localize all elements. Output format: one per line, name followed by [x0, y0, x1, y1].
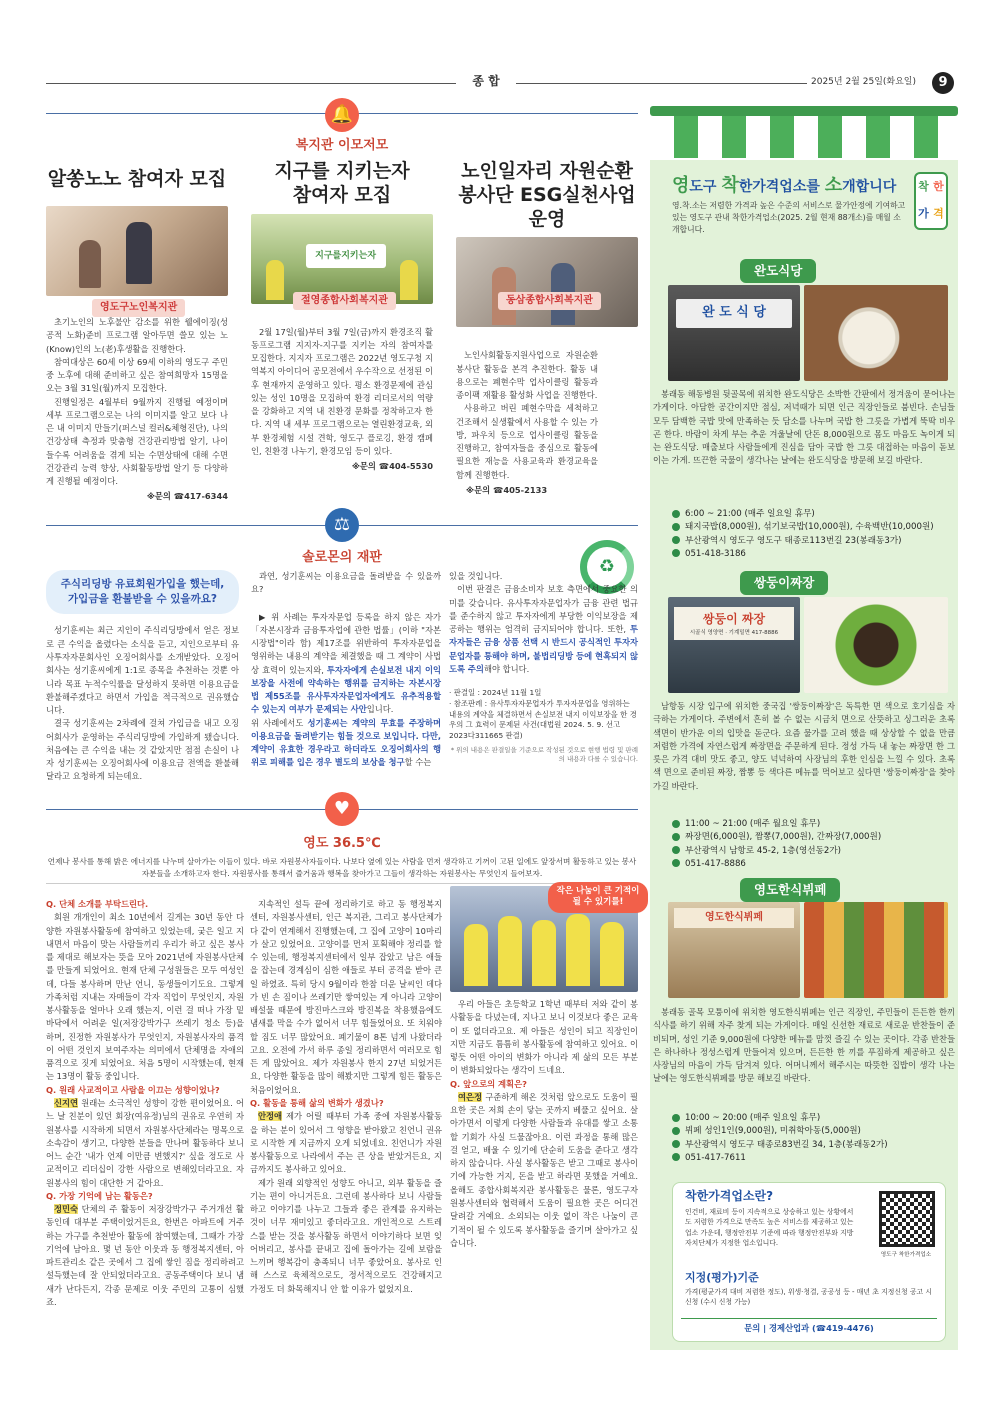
menu-icon: [672, 523, 680, 531]
text-span: 단체의 주 활동이 저장강박가구 주거개선 활동인데 대부분 주택이었거든요, 한번은 아파트에 거주하는 가구를 추천받아 활동에 참여했는데, 그때가 가장 기억에 남아요. 몇 년 동안 이웃과 동 행정복지센터, 아파트관리소 같은 곳에서 그 집에 쌓인 짐을 정리하려고 설득했는데 잘 안되었더라고요. 공동주택이다 보니 냄새가 난다든지, 각종 문제로 이웃 주민의 고통이 심했죠.: [46, 1204, 244, 1307]
article-paragraph: 진행일정은 4월부터 9월까지 진행될 예정이며 세부 프로그램으로는 나의 이미지를 알고 보다 나은 내 이미지 만들기(퍼스널 컬러&체형진단), 나의 건강상태 측정과 맞춤형 건강관리방법 알기, 나이들수록 어려움을 겪게 되는 수면상태에 대해 수면건강관리 능력 향상, 사회활동방법 알기 등 다양하게 진행될 예정이다.: [46, 396, 228, 487]
sidebar-title: [672, 172, 896, 201]
shop-sign: 완 도 식 당: [676, 299, 792, 328]
article-title-line2: 봉사단 ESG실천사업 운영: [458, 183, 636, 230]
text-span: 해야 합니다.: [483, 663, 530, 674]
shop-sign: 영도한식뷔페: [674, 908, 794, 928]
y365-col-1: [46, 898, 244, 1309]
info-text: 짜장면(6,000원), 짬뽕(7,000원), 간짜장(7,000원): [685, 832, 882, 843]
shop-hours: [672, 508, 952, 521]
contact: ※문의 ☎417-6344: [146, 491, 228, 502]
question: Q. 단체 소개를 부탁드린다.: [46, 899, 149, 909]
shop-menu: [672, 831, 952, 844]
speaker-name: 안정애: [258, 1111, 283, 1122]
phone-icon: [672, 549, 680, 557]
title-letter: 소: [824, 175, 843, 196]
reference-box: [449, 688, 638, 765]
shop-hours: [672, 818, 952, 831]
text-span: 원래는 소극적인 성향이 강한 편이었어요. 어느 날 친분이 있던 회장(여유정)님의 권유로 우연히 자원봉사를 시작하게 되면서 자원봉사단체라는 명목으로 소속감이 생기고, 다양한 분들을 만나며 활동하다 보니 어느 순간 '내가 언제 이만큼 변했지?' 싶을 정도로 사교적이고 리더십이 강한 사람으로 변해있더라고요. 자원봉사의 힘이 대단한 거 같아요.: [46, 1097, 245, 1188]
menu-icon: [672, 833, 680, 841]
criteria-text: 가격(평균가격 대비 저렴한 정도), 위생·청결, 공공성 등 - 매년 초 지정신청 공고 시 신청 (수시 신청 가능): [685, 1288, 933, 1307]
info-text: 뷔페 성인1인(9,000원), 미취학아동(5,000원): [685, 1126, 861, 1137]
article-paragraph: 초기노인의 노후불안 감소를 위한 웰에이징(성공적 노화)준비 프로그램 알아두면 쓸모 있는 노(Know)인의 노(老)후생활을 진행한다.: [46, 317, 228, 354]
location-pin-icon: [672, 1140, 680, 1148]
info-text: 6:00 ~ 21:00 (매주 일요일 휴무): [685, 509, 815, 519]
y365-intro: 언제나 봉사를 통해 밝은 에너지를 나누며 살아가는 이들이 있다. 바로 자원봉사자들이다. 나보다 옆에 있는 사람을 먼저 생각하고 기꺼이 고된 일에도 앞장서며 활동하고 있는 봉사자분들을 소개하고자 한다. 자원봉사를 통해서 즐거움과 행복을 찾아가고 그들이 생각하는 자원봉사는 무엇인지 들어보자.: [46, 856, 638, 884]
recycle-icon: ♻: [580, 540, 634, 594]
solomon-col-1: [46, 570, 239, 784]
title-part: 도구: [689, 179, 722, 195]
welfare-article-1: [46, 160, 228, 504]
y365-header: [46, 792, 638, 828]
solomon-header: [46, 508, 638, 544]
text-span: 이번 판결은 금융소비자 보호 측면에서 중요한 의미를 갖습니다. 유사투자자문업자가 금융 관련 법규를 준수하지 않고 투자자에게 부당한 이익보장을 제공하는 행위는 엄격히 금지되어야 합니다. 또한,: [449, 584, 638, 635]
y365-col-2: [250, 898, 442, 1296]
shop-address: [672, 1139, 952, 1152]
question: Q. 가장 기억에 남는 활동은?: [46, 1190, 153, 1201]
reference-case: · 참조판례 : 유사투자자문업자가 투자자문업을 영위하는 내용의 계약을 체결하면서 손실보전 내지 이익보장을 한 경우의 그 효력이 문제된 사건(대법원 2024. 5. 9. 선고 2023다311665 판결): [449, 698, 637, 741]
menu-icon: [672, 1127, 680, 1135]
article-paragraph: [251, 717, 441, 770]
solomon-col-2: [251, 570, 441, 770]
question-text: 주식리딩방 유료회원가입을 했는데, 가입금을 환불받을 수 있을까요?: [60, 578, 225, 606]
answer: 회원 개개인이 최소 10년에서 길게는 30년 동안 다양한 자원봉사활동에 참여하고 있었는데, 궂은 일고 지내면서 마음이 맞는 사람들끼리 우리가 하고 싶은 봉사를 제대로 해보자는 뜻을 모아 2021년에 자원봉사단체를 만들게 되었어요. 현재 단체 구성원들은 모두 여성인데, 다들 봉사하며 만난 언니, 동생들이기도요. 그렇게 가족처럼 지내는 자매들이 각자 직업이 무엇인지, 자원봉사활동을 얼마나 오래 했는지, 이런 걸 떠나 가장 밑바닥에서 어려운 일(저장강박가구 쓰레기 청소 등)을 하며, 진정한 자원봉사가 무엇인지, 자원봉사자의 품격이 어떤 것인지 보여주자는 의미에서 단체명을 자애의 품격으로 짓게 되었어요. 처음 5명이 시작했는데, 현재는 13명이 활동 중입니다.: [46, 912, 244, 1082]
good-price-badge: [914, 172, 948, 230]
y365-col-3: [450, 998, 638, 1250]
solomon-title: 솔로몬의 재판: [302, 550, 382, 565]
shop-name-wando: 완도식당: [740, 259, 816, 283]
shop-hours: [672, 1112, 952, 1125]
welfare-header: [46, 98, 638, 128]
shop-address: [672, 845, 952, 858]
volunteers-photo: [450, 886, 638, 992]
shop-info-buffet: [672, 1112, 952, 1165]
shop-desc-wando: [653, 388, 955, 468]
shop-address: [672, 535, 952, 548]
article-paragraph: 노인사회활동지원사업으로 자원순환봉사단 활동을 본격 추진한다. 활동 내용으로는 폐현수막 업사이클링 활동과 종이팩 재활용 활성화 사업을 진행한다.: [456, 350, 598, 401]
highlight: 성기훈씨는 계약의 무효를 주장하며 이용요금을 돌려받기는 힘들 것으로 보입니다. 다만, 계약이 유효한 경우라고 하더라도 오징어회사의 행위로 피해를 입은 경우 별도의 보상을 청구: [251, 717, 441, 768]
shop-description: 봉래동 골목 모퉁이에 위치한 영도한식뷔페는 인근 직장인, 주민들이 든든한 한끼 식사를 하기 위해 자주 찾게 되는 가게이다. 매일 신선한 재료로 새로운 반찬들이 준비되며, 성인 기준 9,000원에 다양한 메뉴를 맘껏 즐길 수 있는 곳이다. 각종 반찬들은 하나하나 정성스럽게 만들어져 있으며, 든든한 한 끼를 푸짐하게 제공하고 싶은 사장님의 마음이 가득 담겨져 있다. 어머니께서 해주시는 따뜻한 집밥이 생각 나는 날에는 영도한식뷔페를 방문 해보길 바란다.: [653, 1007, 955, 1084]
clock-icon: [672, 510, 680, 518]
phone-icon: [672, 859, 680, 867]
welfare-title: 복지관 이모저모: [295, 138, 389, 153]
answer: 제가 원래 외향적인 성향도 아니고, 외부 활동을 즐기는 편이 아니거든요. 그런데 봉사하다 보니 사람들하고 이야기를 나누고 그들과 좋은 관계를 유지하는 것이 너무 재미있고 좋더라고요. 개인적으로 스트레스를 받는 것을 봉사활동 하면서 이야기하다 보면 잊어버리고, 봉사를 끝내고 집에 돌아가는 길에 보람을 느끼며 행복감이 충족되니 너무 좋았어요. 봉사로 인해 스스로 육체적으로도, 정서적으로도 건강해지고 가정도 더 화목해지니 안 할 이유가 없었지요.: [250, 1177, 442, 1294]
answer: [450, 1091, 638, 1250]
reference-date: · 판결일 : 2024년 11월 1일: [449, 688, 542, 698]
text-span: 제가 어릴 때부터 가족 중에 자원봉사활동을 하는 분이 있어서 그 영향을 받아왔고 친언니 권유로 시작한 게 지금까지 오게 되었네요. 친언니가 자원봉사활동으로 나라에서 주는 큰 상을 받았거든요, 지금까지도 봉사하고 있어요.: [250, 1111, 442, 1175]
reference-note: * 위의 내용은 판결일을 기준으로 작성된 것으로 현행 법령 및 판례의 내용과 다를 수 있습니다.: [450, 745, 638, 764]
info-text: 10:00 ~ 20:00 (매주 일요일 휴무): [685, 1113, 821, 1123]
question: Q. 활동을 통해 삶의 변화가 생겼나?: [250, 1097, 384, 1108]
article-paragraph: 2월 17일(월)부터 3월 7일(금)까지 환경조직 활동프로그램 지지자-지구를 지키는 자의 참여자를 모집한다. 지지자 프로그램은 2022년 영도구청 지역복지 아이디어 공모전에서 우수작으로 선정된 이후 현재까지 운영하고 있다. 평소 환경문제에 관심 있는 성인 10명을 모집하여 환경 리더로서의 역량을 강화하고 지역 내 친환경 문화를 정착하고자 한다. 지역 내 세부 프로그램으로는 열린환경교육, 외부 환경체험 시설 견학, 영도구 플로깅, 환경 캠페인, 친환경 나누기, 환경모임 등이 있다.: [251, 326, 433, 456]
bell-icon: 🔔: [325, 98, 359, 132]
shop-photos-ssangdungi: [668, 597, 948, 693]
welfare-article-2: [251, 160, 433, 473]
title-letter: 영: [672, 175, 690, 196]
answer: [46, 1203, 244, 1309]
shop-name-ssangdungi: 쌍둥이짜장: [740, 571, 828, 595]
text-span: 위 사례에서도: [251, 717, 308, 728]
info-question: 착한가격업소란?: [685, 1189, 774, 1203]
shop-desc-buffet: [653, 1006, 955, 1086]
question: Q. 원래 사교적이고 사람을 이끄는 성향이었나?: [46, 1084, 220, 1095]
badge-char: 가: [918, 207, 929, 220]
shop-name-buffet: 영도한식뷔페: [740, 878, 840, 902]
section-name: 종 합: [456, 72, 516, 91]
page-number: 9: [932, 72, 954, 94]
banner-sign: 지구를지키는자: [306, 244, 386, 268]
text-span: 입니다.: [366, 704, 394, 715]
info-text: 051-417-7611: [685, 1152, 746, 1163]
info-description: 인건비, 재료비 등이 지속적으로 상승하고 있는 상황에서도 저렴한 가격으로 만족도 높은 서비스를 제공하고 있는 업소 가운데, 행정안전부 기준에 따라 행정안전부와 지방자치단체가 지정한 업소입니다.: [685, 1208, 854, 1248]
title-part: 개합니다: [842, 179, 897, 195]
badge-char: 착: [918, 180, 929, 193]
org-tag: 영도구노인복지관: [92, 299, 185, 317]
shop-phone: [672, 548, 952, 561]
article-paragraph: 있을 것입니다.: [449, 571, 503, 581]
article-paragraph: [251, 611, 441, 717]
clock-icon: [672, 820, 680, 828]
qr-label: 영도구 착한가격업소: [880, 1252, 932, 1258]
sidebar-intro: 영.착.소는 저렴한 가격과 높은 수준의 서비스로 물가안정에 기여하고 있는 영도구 관내 착한가격업소(2025. 2월 현재 88개소)를 매월 소개합니다.: [672, 201, 906, 235]
answer: [250, 1110, 442, 1176]
page-header: [46, 72, 954, 94]
shop-menu: [672, 1125, 952, 1138]
y365-title: 영도 36.5℃: [303, 836, 381, 851]
article-title: 알쏭노노 참여자 모집: [47, 168, 227, 190]
awning: [650, 106, 958, 166]
text-span: ▶ 위 사례는 투자자문업 등록을 하지 않은 자가 「자본시장과 금융투자업에 관한 법률」(이하 "자본시장법"이라 함) 제17조를 위반하여 투자자문업을 영위하는 내용의 계약을 체결했을 때 그 계약이 사법상 효력이 있는지와,: [251, 611, 441, 675]
article-paragraph: 성기훈씨는 최근 지인이 주식리딩방에서 얻은 정보로 큰 수익을 올렸다는 소식을 듣고, 지인으로부터 유사투자자문회사인 오징어회사를 소개받았다. 오징어회사는 성기훈씨에게 1:1로 종목을 추천하는 것뿐 아니라 목표 누적수익률을 달성하지 못하면 이용요금을 환불해주겠다고 하면서 가입을 적극적으로 권유했습니다.: [46, 625, 239, 716]
clock-icon: [672, 1114, 680, 1122]
shop-photos-wando: [668, 285, 948, 381]
location-pin-icon: [672, 846, 680, 854]
answer: [46, 1097, 244, 1190]
info-text: 부산광역시 남항로 45-2, 1층(영선동2가): [685, 845, 841, 856]
text-span: 할 수는: [404, 757, 432, 768]
issue-date: 2025년 2월 25일(화요일): [807, 75, 920, 89]
shop-sign: 쌍둥이 짜장: [674, 607, 794, 629]
shop-phone: [672, 1152, 952, 1165]
answer: 우리 아들은 초등학교 1학년 때부터 저와 같이 봉사활동을 다녔는데, 지나고 보니 이것보다 좋은 교육이 또 없더라고요. 제 아들은 성인이 되고 직장인이지만 지금도 틈틈히 봉사활동에 참여하고 있어요. 이렇듯 어떤 아이의 변화가 아니라 제 삶의 모든 부분이 변화되었다는 생각이 드네요.: [450, 999, 638, 1076]
phone-icon: [672, 1153, 680, 1161]
shop-sign-sub: 시골식 영양면 · 기계밀면 417-8886: [674, 629, 794, 640]
shop-phone: [672, 858, 952, 871]
text-span: 구준하게 해온 것처럼 앞으로도 도움이 필요한 곳은 저희 손이 닿는 곳까지 베풀고 싶어요. 살아가면서 이렇게 다양한 사람들과 유대를 쌓고 소통할 기회가 사실 드물잖아요. 이런 과정을 통해 많은 걸 얻고, 배울 수 있기에 단순히 도움을 준다고 생각하지 않습니다. 사실 봉사활동은 받고 그때로 봉사이기에 가능한 거지, 돈을 받고 하라면 못했을 거예요. 올해도 종합사회복지관 봉사활동은 물론, 영도구자원봉사센터와 협력해서 도움이 필요한 곳은 어디건 달려갈 거예요. 소외되는 이웃 없이 작은 나눔이 큰 기적이 될 수 있도록 봉사활동을 즐기며 살아가고 싶습니다.: [450, 1091, 638, 1248]
org-tag: 절영종합사회복지관: [293, 292, 396, 310]
speaker-name: 여은정: [458, 1091, 483, 1102]
highlight: 투자자들은 금융 상품 선택 시 반드시 공식적인 투자자문업자를 통해야 하며, 불법리딩방 등에 현혹되지 않도록 주의: [449, 624, 638, 674]
question: Q. 앞으로의 계획은?: [450, 1078, 527, 1089]
highlight: 투자자에게 손실보전 내지 이익보장을 사전에 약속하는 행위를 금지하는 자본시장법 제55조를 유사투자자문업자에게도 유추적용할 수 있는지 여부가 문제되는 사안: [251, 664, 442, 715]
good-price-info-box: [672, 1182, 946, 1342]
sidebar-contact: 문의 | 경제산업과 (☎419-4476): [681, 1318, 937, 1335]
article-photo: [456, 237, 638, 327]
info-text: 돼지국밥(8,000원), 섞기보국밥(10,000원), 수육백반(10,000원): [685, 522, 934, 533]
badge-char: 한: [933, 180, 944, 193]
info-text: 부산광역시 영도구 영도구 태종로113번길 23(봉래동3가): [685, 535, 902, 546]
badge-char: 격: [933, 207, 944, 220]
info-text: 051-418-3186: [685, 548, 746, 559]
question-box: [46, 570, 239, 614]
speech-bubble: 작은 나눔이 큰 기적이 될 수 있기를!: [548, 882, 648, 913]
speaker-name: 정민숙: [54, 1204, 79, 1215]
shop-description: 봉래동 해동병원 뒷골목에 위치한 완도식당은 소박한 간판에서 정겨움이 묻어나는 가게이다. 아담한 공간이지만 점심, 저녁때가 되면 인근 직장인들로 붐빈다. 손님들 모두 담백한 국밥 맛에 만족하는 듯 담소를 나누며 국밥 한 그릇을 가볍게 뚝딱 비우곤 한다. 바람이 차게 부는 추운 겨울날에 단돈 8,000원으로 몸도 마음도 녹이게 되는 완도식당. 매출보다 사람들에게 진심을 담아 국밥 한 그릇 대접하는 마음이 돋보이는 가게. 뜨끈한 국물이 생각나는 날에는 완도식당을 방문해 보길 바란다.: [653, 389, 955, 466]
info-text: 051-417-8886: [685, 858, 746, 869]
title-letter: 착: [721, 175, 739, 196]
info-text: 부산광역시 영도구 태종로83번길 34, 1층(봉래동2가): [685, 1139, 888, 1150]
article-photo: [46, 206, 228, 296]
contact: ※문의 ☎405-2133: [466, 484, 548, 495]
shop-photos-buffet: [668, 902, 948, 998]
scales-icon: ⚖: [325, 508, 359, 542]
shop-desc-ssangdungi: [653, 700, 955, 793]
article-paragraph: 사용하고 버린 폐현수막을 세척하고 건조해서 실생활에서 사용할 수 있는 가방, 파우치 등으로 업사이클링 활동을 진행하고, 참여자들을 중심으로 활동에 필요한 재능을 사용교육과 환경교육을 함께 진행한다.: [456, 403, 598, 480]
article-paragraph: 참여대상은 60세 이상 69세 이하의 영도구 주민 중 노후에 대해 준비하고 싶은 참여희망자 15명을 오는 3월 31일(월)까지 모집한다.: [46, 356, 228, 394]
solomon-col-3: [449, 570, 638, 765]
speaker-name: 신지연: [54, 1097, 79, 1108]
article-title-line1: 노인일자리 자원순환: [461, 160, 633, 182]
shop-menu: [672, 521, 952, 534]
location-pin-icon: [672, 536, 680, 544]
title-part: 한가격업소를: [738, 179, 825, 195]
article-photo: [251, 214, 433, 304]
answer: 지속적인 설득 끝에 정리하기로 하고 동 행정복지센터, 자원봉사센터, 인근 복지관, 그리고 봉사단체가 다 같이 연계해서 진행했는데, 그 집에 고양이 10마리가 살고 있었어요. 고양이를 먼저 포획해야 정리를 할 수 있는데, 행정복지센터에서 일부 잡았고 남은 애들을 잡는데 경계심이 심한 애들로 부터 공격을 받아 큰일 하였죠. 특히 당시 9월이라 한참 더운 날씨인 데다가 빈 손 짐이나 쓰레기만 쌓여있는 게 아니라 고양이 배설물 때문에 방진마스크와 방진복을 착용했음에도 냄새를 막을 수가 없어서 너무 힘들었어요. 또 치워야 할 짐도 너무 많았어요. 폐기물이 8톤 넘게 나왔더라고요. 오전에 가서 하루 종일 정리하면서 여러모로 힘든 게 많았어요. 제가 자원봉사 한지 27년 되었거든요, 다양한 활동을 많이 해봤지만 그렇게 힘든 활동은 처음이었어요.: [250, 899, 442, 1095]
article-paragraph: 결국 성기훈씨는 2차례에 걸쳐 가입금을 내고 오징어회사가 운영하는 주식리딩방에 가입하게 됐습니다. 처음에는 큰 수익을 내는 것 같았지만 점점 손실이 나자 성기훈씨는 오징어회사에 이용요금 전액을 환불해달라고 요청하게 되는데요.: [46, 718, 239, 782]
article-title-line2: 참여자 모집: [292, 183, 392, 206]
contact: ※문의 ☎404-5530: [351, 461, 433, 472]
info-text: 11:00 ~ 21:00 (매주 월요일 휴무): [685, 819, 821, 829]
heart-icon: ♥: [325, 792, 359, 826]
article-title-line1: 지구를 지키는자: [274, 160, 410, 182]
shop-info-wando: [672, 508, 952, 561]
criteria-title: 지정(평가)기준: [685, 1271, 759, 1284]
shop-info-ssangdungi: [672, 818, 952, 871]
shop-description: 남항동 시장 입구에 위치한 중국집 '쌍둥이짜장'은 독특한 면 색으로 호기심을 자극하는 가게이다. 주변에서 흔히 볼 수 없는 시금치 면으로 산뜻하고 싱그러운 초록 색면이 반가운 이의 입맛을 돋군다. 요즘 물가를 고려 했을 때 상상할 수 없을 만큼 저렴한 가격에 자연스럽게 짜장면을 주문하게 된다. 정성 가득 내 놓는 짜장면 한 그릇은 가격 대비 맛도 좋고, 양도 넉넉하여 사장님의 후한 인심을 느낄 수 있다. 초록색 면으로 준비된 짜장, 짬뽕 등 색다른 메뉴를 먹어보고 싶다면 '쌍둥이짜장'을 찾아가길 바란다.: [653, 701, 955, 791]
org-tag: 동삼종합사회복지관: [498, 292, 601, 310]
qr-code: [879, 1191, 935, 1247]
article-paragraph: [449, 583, 638, 676]
article-paragraph: 과연, 성기훈씨는 이용요금을 돌려받을 수 있을까요?: [251, 571, 441, 595]
